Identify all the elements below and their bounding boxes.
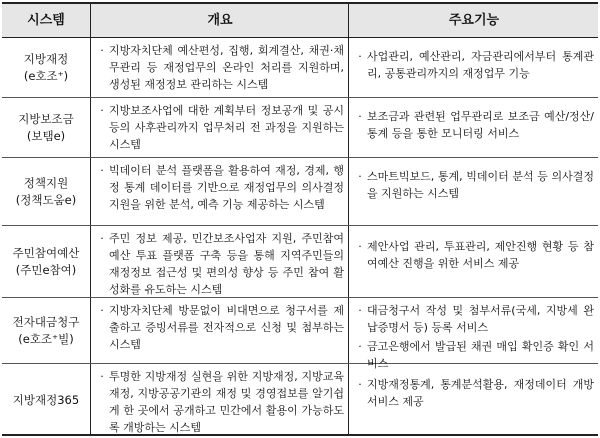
overview-text: 지방자치단체 방문없이 비대면으로 청구서를 제출하고 증빙서류를 전자적으로 신청 및 첨부하는 시스템 (109, 304, 344, 351)
feature-text: 금고은행에서 발급된 채권 매입 확인증 확인 서비스 (367, 340, 594, 370)
overview-text: 지방보조사업에 대한 계획부터 정보공개 및 공시 등의 사후관리까지 업무처리 전 과정을 지원하는 시스템 (109, 104, 344, 151)
system-name-cell (2, 364, 90, 436)
system-name-cell (2, 98, 90, 157)
system-name-alias: (보탬e) (26, 128, 66, 143)
features-cell (348, 38, 598, 97)
feature-text: 제안사업 관리, 투표관리, 제안진행 현황 등 참여예산 진행을 위한 서비스 제공 (367, 240, 594, 270)
overview-text: 투명한 지방재정 실현을 위한 지방재정, 지방교육재정, 지방공공기관의 재정 및 경영접보를 알기쉽게 한 곳에서 공개하고 민간에서 활용이 가능하도록 개방하는 시스템 (109, 370, 344, 434)
bullet-mark: · (358, 340, 362, 353)
system-name: 주민참여예산 (12, 245, 80, 260)
system-name: 전자대금청구 (12, 314, 80, 329)
feature-text: 대금청구서 작성 및 첨부서류(국세, 지방세 완납증명서 등) 등록 서비스 (367, 304, 594, 334)
features-cell (348, 364, 598, 436)
system-name-alias: (주민e참여) (15, 262, 77, 277)
system-name: 지방보조금 (18, 111, 74, 126)
table-row (2, 298, 598, 370)
system-name-alias: (e호조⁺) (23, 68, 69, 83)
header-system: 시스템 (27, 13, 65, 28)
table-header-row (2, 4, 598, 38)
bullet-mark: · (100, 370, 104, 383)
system-name-alias: (e호조⁺빌) (18, 331, 74, 346)
features-cell (348, 226, 598, 297)
overview-cell (90, 364, 348, 436)
overview-text: 주민 정보 제공, 민간보조사업자 지원, 주민참여예산 투표 플랫폼 구축 등을 통해 지역주민들의 재정정보 접근성 및 편의성 향상 등 주민 참여 활성화를 유도하는 시스템 (109, 232, 344, 296)
system-name: 지방재정365 (12, 392, 80, 407)
system-name-cell (2, 298, 90, 363)
system-name-alias: (정책도움e) (15, 192, 77, 207)
table-row (2, 98, 598, 158)
overview-cell (90, 158, 348, 225)
overview-cell (90, 98, 348, 157)
system-name-cell (2, 226, 90, 297)
system-name: 정책지원 (23, 175, 69, 190)
features-cell (348, 298, 598, 370)
system-name: 지방재정 (23, 51, 69, 66)
bullet-mark: · (100, 104, 104, 117)
overview-cell (90, 226, 348, 297)
system-name-cell (2, 38, 90, 97)
overview-text: 지방자치단체 예산편성, 집행, 회계결산, 채권·채무관리 등 재정업무의 온라인 처리를 지원하며, 생성된 재정정보 관리하는 시스템 (109, 44, 344, 91)
bullet-mark: · (100, 304, 104, 317)
table-row (2, 158, 598, 226)
feature-text: 보조금과 관련된 업무관리로 보조금 예산/정산/ 통계 등을 통한 모니터링 서비스 (367, 110, 594, 140)
header-overview: 개요 (90, 4, 349, 38)
systems-table (2, 2, 598, 436)
bullet-mark: · (100, 164, 104, 177)
bullet-mark: · (358, 50, 362, 63)
features-cell (348, 158, 598, 225)
bullet-mark: · (358, 110, 362, 123)
bullet-mark: · (358, 304, 362, 317)
overview-text: 빅데이터 분석 플랫폼을 활용하여 재정, 경제, 행정 통계 데이터를 기반으로 재정업무의 의사결정 지원을 위한 분석, 예측 기능 제공하는 시스템 (109, 164, 344, 211)
overview-cell (90, 38, 348, 97)
table-row (2, 364, 598, 436)
overview-cell (90, 298, 348, 363)
header-main-functions: 주요기능 (348, 4, 599, 38)
table-row (2, 226, 598, 298)
features-cell (348, 98, 598, 157)
table-row (2, 38, 598, 98)
feature-text: 지방재정통계, 통계분석활용, 재정데이터 개방 서비스 제공 (367, 378, 594, 408)
bullet-mark: · (100, 44, 104, 57)
system-name-cell (2, 158, 90, 225)
bullet-mark: · (358, 240, 362, 253)
feature-text: 스마트빅보드, 통계, 빅데이터 분석 등 의사결정을 지원하는 시스템 (367, 170, 594, 200)
bullet-mark: · (358, 378, 362, 391)
bullet-mark: · (358, 170, 362, 183)
bullet-mark: · (100, 232, 104, 245)
feature-text: 사업관리, 예산관리, 자금관리에서부터 통계관리, 공통관리까지의 재정업무 기능 (367, 50, 594, 80)
